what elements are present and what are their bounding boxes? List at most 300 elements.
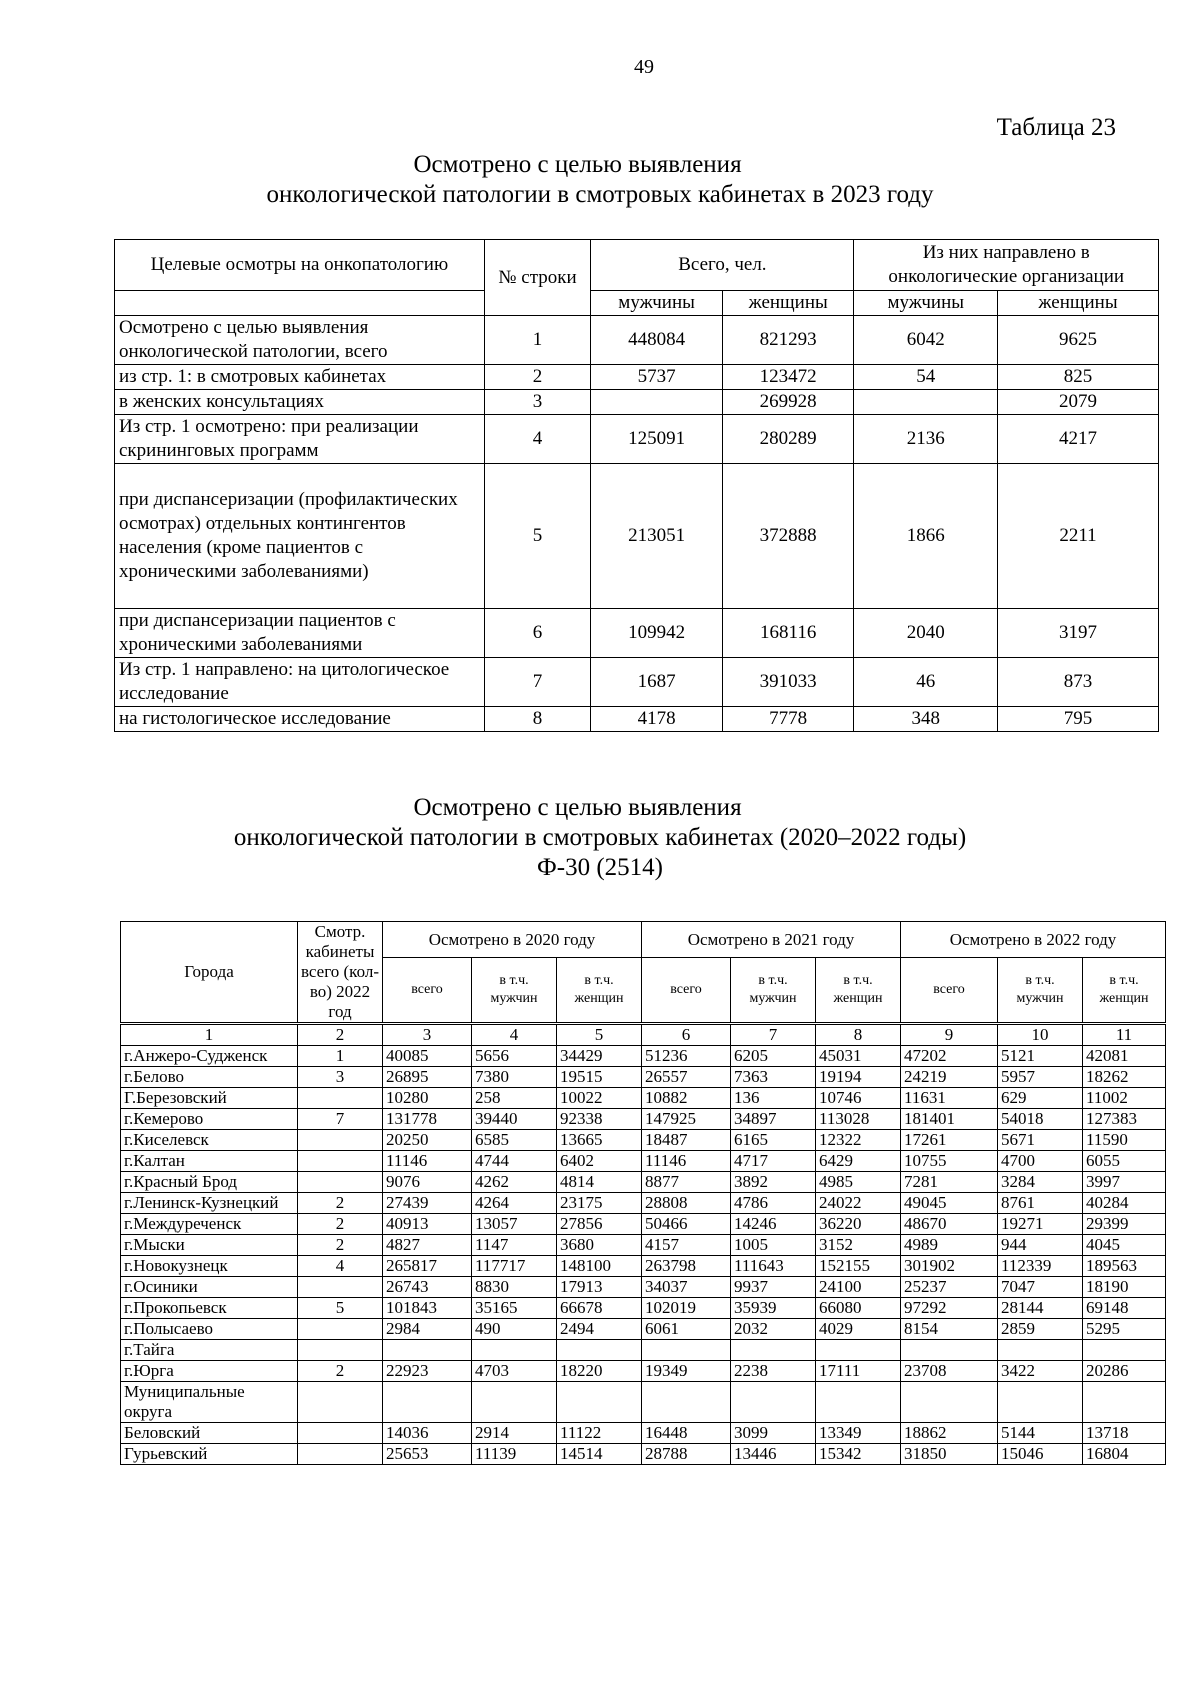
- value-cell: 5957: [998, 1067, 1083, 1088]
- header-2022-women: в т.ч. женщин: [1083, 958, 1166, 1024]
- value-cell: 24022: [816, 1193, 901, 1214]
- total-men: 5737: [591, 365, 723, 390]
- page-number: 49: [634, 56, 654, 78]
- value-cell: 181401: [901, 1109, 998, 1130]
- city-name: Гурьевский: [121, 1444, 298, 1465]
- header-2020-women: в т.ч. женщин: [557, 958, 642, 1024]
- screening-table-2020-2022: [120, 921, 1166, 1465]
- header-referred: Из них направлено в онкологические организации: [854, 240, 1159, 291]
- column-index: 4: [472, 1024, 557, 1046]
- value-cell: 3422: [998, 1361, 1083, 1382]
- value-cell: 45031: [816, 1046, 901, 1067]
- value-cell: 11590: [1083, 1130, 1166, 1151]
- row-label: при диспансеризации (профилактических осмотрах) отдельных контингентов населения (кроме пациентов с хроническими заболеваниями): [115, 464, 485, 609]
- referred-women: 2079: [998, 390, 1159, 415]
- value-cell: 5656: [472, 1046, 557, 1067]
- value-cell: 47202: [901, 1046, 998, 1067]
- cabinet-count: 2: [298, 1361, 383, 1382]
- value-cell: 51236: [642, 1046, 731, 1067]
- value-cell: 4045: [1083, 1235, 1166, 1256]
- value-cell: 28788: [642, 1444, 731, 1465]
- total-men: 109942: [591, 609, 723, 658]
- value-cell: 9076: [383, 1172, 472, 1193]
- referred-men: 2040: [854, 609, 998, 658]
- column-index: 11: [1083, 1024, 1166, 1046]
- table-row: [121, 1046, 1166, 1067]
- value-cell: 263798: [642, 1256, 731, 1277]
- value-cell: 6205: [731, 1046, 816, 1067]
- value-cell: 2032: [731, 1319, 816, 1340]
- value-cell: 5671: [998, 1130, 1083, 1151]
- value-cell: 10882: [642, 1088, 731, 1109]
- value-cell: 28808: [642, 1193, 731, 1214]
- value-cell: 8877: [642, 1172, 731, 1193]
- table-row: [121, 1130, 1166, 1151]
- header-target: Целевые осмотры на онкопатологию: [115, 240, 485, 291]
- referred-men: 348: [854, 707, 998, 732]
- table2-title-line3: Ф-30 (2514): [537, 854, 663, 881]
- table1-title-line2: онкологической патологии в смотровых кабинетах в 2023 году: [266, 181, 934, 208]
- value-cell: 6585: [472, 1130, 557, 1151]
- value-cell: 265817: [383, 1256, 472, 1277]
- total-men: 448084: [591, 316, 723, 365]
- value-cell: [472, 1340, 557, 1361]
- value-cell: 15046: [998, 1444, 1083, 1465]
- cabinet-count: [298, 1423, 383, 1444]
- value-cell: 20250: [383, 1130, 472, 1151]
- value-cell: 12322: [816, 1130, 901, 1151]
- row-number: 3: [484, 390, 591, 415]
- cabinet-count: 3: [298, 1067, 383, 1088]
- value-cell: 6165: [731, 1130, 816, 1151]
- value-cell: [816, 1382, 901, 1423]
- referred-women: 825: [998, 365, 1159, 390]
- column-index: 9: [901, 1024, 998, 1046]
- value-cell: 4029: [816, 1319, 901, 1340]
- table-row: [121, 1340, 1166, 1361]
- value-cell: 4703: [472, 1361, 557, 1382]
- value-cell: 5121: [998, 1046, 1083, 1067]
- referred-women: 3197: [998, 609, 1159, 658]
- value-cell: 17111: [816, 1361, 901, 1382]
- table-row: [121, 1214, 1166, 1235]
- value-cell: [998, 1382, 1083, 1423]
- value-cell: 7047: [998, 1277, 1083, 1298]
- referred-women: 795: [998, 707, 1159, 732]
- column-index: 5: [557, 1024, 642, 1046]
- value-cell: 11139: [472, 1444, 557, 1465]
- value-cell: 40913: [383, 1214, 472, 1235]
- column-index: 10: [998, 1024, 1083, 1046]
- value-cell: 7281: [901, 1172, 998, 1193]
- city-name: Муниципальные округа: [121, 1382, 298, 1423]
- value-cell: 18220: [557, 1361, 642, 1382]
- value-cell: 27439: [383, 1193, 472, 1214]
- value-cell: 39440: [472, 1109, 557, 1130]
- table-row: [121, 1361, 1166, 1382]
- value-cell: 27856: [557, 1214, 642, 1235]
- header-2020-total: всего: [383, 958, 472, 1024]
- referred-men: 2136: [854, 415, 998, 464]
- value-cell: 490: [472, 1319, 557, 1340]
- row-number: 6: [484, 609, 591, 658]
- value-cell: 2984: [383, 1319, 472, 1340]
- total-men: 4178: [591, 707, 723, 732]
- total-men: 1687: [591, 658, 723, 707]
- value-cell: 4157: [642, 1235, 731, 1256]
- value-cell: 14036: [383, 1423, 472, 1444]
- header-2020: Осмотрено в 2020 году: [383, 922, 642, 958]
- cabinet-count: 5: [298, 1298, 383, 1319]
- value-cell: 5144: [998, 1423, 1083, 1444]
- value-cell: 18862: [901, 1423, 998, 1444]
- value-cell: 13446: [731, 1444, 816, 1465]
- city-name: г.Юрга: [121, 1361, 298, 1382]
- value-cell: 4814: [557, 1172, 642, 1193]
- table-row: [115, 415, 1159, 464]
- city-name: г.Красный Брод: [121, 1172, 298, 1193]
- value-cell: 10746: [816, 1088, 901, 1109]
- value-cell: 18190: [1083, 1277, 1166, 1298]
- value-cell: [1083, 1382, 1166, 1423]
- referred-men: [854, 390, 998, 415]
- row-number: 1: [484, 316, 591, 365]
- value-cell: 11146: [383, 1151, 472, 1172]
- cabinet-count: [298, 1319, 383, 1340]
- value-cell: 10022: [557, 1088, 642, 1109]
- value-cell: 26557: [642, 1067, 731, 1088]
- value-cell: [1083, 1340, 1166, 1361]
- value-cell: [557, 1340, 642, 1361]
- value-cell: 7363: [731, 1067, 816, 1088]
- referred-women: 873: [998, 658, 1159, 707]
- cabinet-count: [298, 1151, 383, 1172]
- city-name: г.Междуреченск: [121, 1214, 298, 1235]
- value-cell: 3892: [731, 1172, 816, 1193]
- value-cell: 8761: [998, 1193, 1083, 1214]
- value-cell: 18487: [642, 1130, 731, 1151]
- header-blank: [115, 291, 485, 316]
- value-cell: 16804: [1083, 1444, 1166, 1465]
- header-2022-men: в т.ч. мужчин: [998, 958, 1083, 1024]
- table-row: [115, 365, 1159, 390]
- header-2022: Осмотрено в 2022 году: [901, 922, 1166, 958]
- table2-title: [0, 793, 1200, 883]
- value-cell: 9937: [731, 1277, 816, 1298]
- value-cell: [642, 1382, 731, 1423]
- table-row: [121, 1423, 1166, 1444]
- city-name: г.Прокопьевск: [121, 1298, 298, 1319]
- cabinet-count: [298, 1382, 383, 1423]
- value-cell: 40284: [1083, 1193, 1166, 1214]
- table-row: [121, 1319, 1166, 1340]
- referred-men: 6042: [854, 316, 998, 365]
- value-cell: 28144: [998, 1298, 1083, 1319]
- value-cell: 16448: [642, 1423, 731, 1444]
- column-index: 6: [642, 1024, 731, 1046]
- value-cell: 36220: [816, 1214, 901, 1235]
- value-cell: 4744: [472, 1151, 557, 1172]
- value-cell: 10755: [901, 1151, 998, 1172]
- cabinet-count: 7: [298, 1109, 383, 1130]
- value-cell: [383, 1382, 472, 1423]
- row-number: 4: [484, 415, 591, 464]
- value-cell: 25237: [901, 1277, 998, 1298]
- value-cell: 8830: [472, 1277, 557, 1298]
- value-cell: [472, 1382, 557, 1423]
- value-cell: 26895: [383, 1067, 472, 1088]
- cabinet-count: 1: [298, 1046, 383, 1067]
- value-cell: [901, 1382, 998, 1423]
- total-men: 213051: [591, 464, 723, 609]
- value-cell: 6402: [557, 1151, 642, 1172]
- value-cell: 40085: [383, 1046, 472, 1067]
- value-cell: 5295: [1083, 1319, 1166, 1340]
- value-cell: 34037: [642, 1277, 731, 1298]
- row-label: Из стр. 1 направлено: на цитологическое исследование: [115, 658, 485, 707]
- value-cell: 35939: [731, 1298, 816, 1319]
- cabinet-count: [298, 1172, 383, 1193]
- value-cell: 2238: [731, 1361, 816, 1382]
- cabinet-count: 2: [298, 1214, 383, 1235]
- total-women: 372888: [722, 464, 854, 609]
- row-label: на гистологическое исследование: [115, 707, 485, 732]
- table2-title-line1: Осмотрено с целью выявления: [413, 794, 742, 821]
- value-cell: 34429: [557, 1046, 642, 1067]
- value-cell: 19194: [816, 1067, 901, 1088]
- cabinet-count: [298, 1277, 383, 1298]
- value-cell: 97292: [901, 1298, 998, 1319]
- value-cell: 11631: [901, 1088, 998, 1109]
- row-label: из стр. 1: в смотровых кабинетах: [115, 365, 485, 390]
- value-cell: 10280: [383, 1088, 472, 1109]
- value-cell: 258: [472, 1088, 557, 1109]
- column-index: 8: [816, 1024, 901, 1046]
- value-cell: 629: [998, 1088, 1083, 1109]
- referred-women: 4217: [998, 415, 1159, 464]
- value-cell: 11002: [1083, 1088, 1166, 1109]
- header-2021-total: всего: [642, 958, 731, 1024]
- total-women: 7778: [722, 707, 854, 732]
- city-name: г.Осиники: [121, 1277, 298, 1298]
- value-cell: 152155: [816, 1256, 901, 1277]
- cabinet-count: [298, 1340, 383, 1361]
- referred-men: 1866: [854, 464, 998, 609]
- header-2021-men: в т.ч. мужчин: [731, 958, 816, 1024]
- table-row: [121, 1151, 1166, 1172]
- value-cell: 15342: [816, 1444, 901, 1465]
- header-men: мужчины: [591, 291, 723, 316]
- value-cell: 17261: [901, 1130, 998, 1151]
- city-name: г.Мыски: [121, 1235, 298, 1256]
- row-number: 8: [484, 707, 591, 732]
- value-cell: 54018: [998, 1109, 1083, 1130]
- value-cell: 50466: [642, 1214, 731, 1235]
- row-label: в женских консультациях: [115, 390, 485, 415]
- value-cell: 23708: [901, 1361, 998, 1382]
- value-cell: 25653: [383, 1444, 472, 1465]
- table-row: [121, 1109, 1166, 1130]
- value-cell: 17913: [557, 1277, 642, 1298]
- value-cell: 944: [998, 1235, 1083, 1256]
- value-cell: 20286: [1083, 1361, 1166, 1382]
- header-women: женщины: [722, 291, 854, 316]
- value-cell: 189563: [1083, 1256, 1166, 1277]
- value-cell: [998, 1340, 1083, 1361]
- total-women: 821293: [722, 316, 854, 365]
- value-cell: 127383: [1083, 1109, 1166, 1130]
- cabinet-count: [298, 1130, 383, 1151]
- cabinet-count: 4: [298, 1256, 383, 1277]
- value-cell: 11146: [642, 1151, 731, 1172]
- value-cell: 19515: [557, 1067, 642, 1088]
- value-cell: 4717: [731, 1151, 816, 1172]
- table1-title-line1: Осмотрено с целью выявления: [413, 151, 742, 178]
- table-row: [121, 1235, 1166, 1256]
- referred-women: 2211: [998, 464, 1159, 609]
- row-label: Из стр. 1 осмотрено: при реализации скрининговых программ: [115, 415, 485, 464]
- value-cell: 14246: [731, 1214, 816, 1235]
- value-cell: 301902: [901, 1256, 998, 1277]
- total-women: 280289: [722, 415, 854, 464]
- value-cell: [557, 1382, 642, 1423]
- table-row: [115, 609, 1159, 658]
- value-cell: 111643: [731, 1256, 816, 1277]
- city-name: г.Тайга: [121, 1340, 298, 1361]
- header-2021: Осмотрено в 2021 году: [642, 922, 901, 958]
- value-cell: 23175: [557, 1193, 642, 1214]
- value-cell: 31850: [901, 1444, 998, 1465]
- value-cell: 48670: [901, 1214, 998, 1235]
- column-index: 3: [383, 1024, 472, 1046]
- value-cell: 131778: [383, 1109, 472, 1130]
- total-women: 391033: [722, 658, 854, 707]
- value-cell: 2494: [557, 1319, 642, 1340]
- cabinet-count: [298, 1444, 383, 1465]
- value-cell: 8154: [901, 1319, 998, 1340]
- value-cell: 19271: [998, 1214, 1083, 1235]
- referred-men: 46: [854, 658, 998, 707]
- column-index: 2: [298, 1024, 383, 1046]
- referred-men: 54: [854, 365, 998, 390]
- table-row: [121, 1172, 1166, 1193]
- value-cell: 6061: [642, 1319, 731, 1340]
- value-cell: [816, 1340, 901, 1361]
- row-label: Осмотрено с целью выявления онкологической патологии, всего: [115, 316, 485, 365]
- value-cell: 22923: [383, 1361, 472, 1382]
- value-cell: 66080: [816, 1298, 901, 1319]
- screening-table-2023: [114, 239, 1159, 732]
- value-cell: [901, 1340, 998, 1361]
- value-cell: 7380: [472, 1067, 557, 1088]
- value-cell: 49045: [901, 1193, 998, 1214]
- value-cell: 35165: [472, 1298, 557, 1319]
- table-row: [121, 1277, 1166, 1298]
- table-row: [115, 707, 1159, 732]
- value-cell: 101843: [383, 1298, 472, 1319]
- value-cell: 26743: [383, 1277, 472, 1298]
- value-cell: 18262: [1083, 1067, 1166, 1088]
- table-row: [121, 1193, 1166, 1214]
- table-row: [121, 1444, 1166, 1465]
- value-cell: 2914: [472, 1423, 557, 1444]
- value-cell: 3152: [816, 1235, 901, 1256]
- city-name: г.Белово: [121, 1067, 298, 1088]
- value-cell: 29399: [1083, 1214, 1166, 1235]
- value-cell: 102019: [642, 1298, 731, 1319]
- city-name: г.Новокузнецк: [121, 1256, 298, 1277]
- city-name: г.Киселевск: [121, 1130, 298, 1151]
- value-cell: 113028: [816, 1109, 901, 1130]
- city-name: г.Калтан: [121, 1151, 298, 1172]
- value-cell: 147925: [642, 1109, 731, 1130]
- value-cell: 6055: [1083, 1151, 1166, 1172]
- column-index: 1: [121, 1024, 298, 1046]
- cabinet-count: 2: [298, 1193, 383, 1214]
- table1-title: [0, 150, 1200, 210]
- cabinet-count: [298, 1088, 383, 1109]
- header-ref-women: женщины: [998, 291, 1159, 316]
- table-row: [115, 464, 1159, 609]
- city-name: Г.Березовский: [121, 1088, 298, 1109]
- header-2020-men: в т.ч. мужчин: [472, 958, 557, 1024]
- total-women: 168116: [722, 609, 854, 658]
- value-cell: 2859: [998, 1319, 1083, 1340]
- table-label: Таблица 23: [996, 114, 1116, 141]
- column-index-row: [121, 1024, 1166, 1046]
- row-number: 5: [484, 464, 591, 609]
- value-cell: 4264: [472, 1193, 557, 1214]
- value-cell: 117717: [472, 1256, 557, 1277]
- value-cell: 66678: [557, 1298, 642, 1319]
- value-cell: 4700: [998, 1151, 1083, 1172]
- total-men: 125091: [591, 415, 723, 464]
- value-cell: 4827: [383, 1235, 472, 1256]
- city-name: г.Кемерово: [121, 1109, 298, 1130]
- city-name: г.Ленинск-Кузнецкий: [121, 1193, 298, 1214]
- value-cell: 34897: [731, 1109, 816, 1130]
- table-row: [115, 390, 1159, 415]
- header-row-number: № строки: [484, 240, 591, 316]
- value-cell: 3284: [998, 1172, 1083, 1193]
- value-cell: [383, 1340, 472, 1361]
- city-name: Беловский: [121, 1423, 298, 1444]
- table-row: [115, 658, 1159, 707]
- value-cell: [731, 1382, 816, 1423]
- city-name: г.Полысаево: [121, 1319, 298, 1340]
- total-women: 269928: [722, 390, 854, 415]
- value-cell: 92338: [557, 1109, 642, 1130]
- value-cell: 3099: [731, 1423, 816, 1444]
- header-cabinets: Смотр. кабинеты всего (кол-во) 2022 год: [298, 922, 383, 1024]
- header-2021-women: в т.ч. женщин: [816, 958, 901, 1024]
- total-women: 123472: [722, 365, 854, 390]
- value-cell: 148100: [557, 1256, 642, 1277]
- value-cell: 3997: [1083, 1172, 1166, 1193]
- header-total: Всего, чел.: [591, 240, 854, 291]
- value-cell: 13665: [557, 1130, 642, 1151]
- cabinet-count: 2: [298, 1235, 383, 1256]
- row-number: 2: [484, 365, 591, 390]
- value-cell: 24100: [816, 1277, 901, 1298]
- value-cell: 136: [731, 1088, 816, 1109]
- table1-body: [115, 316, 1159, 732]
- value-cell: 13349: [816, 1423, 901, 1444]
- table2-title-line2: онкологической патологии в смотровых кабинетах (2020–2022 годы): [233, 824, 967, 851]
- table-row: [121, 1256, 1166, 1277]
- value-cell: 19349: [642, 1361, 731, 1382]
- value-cell: 1147: [472, 1235, 557, 1256]
